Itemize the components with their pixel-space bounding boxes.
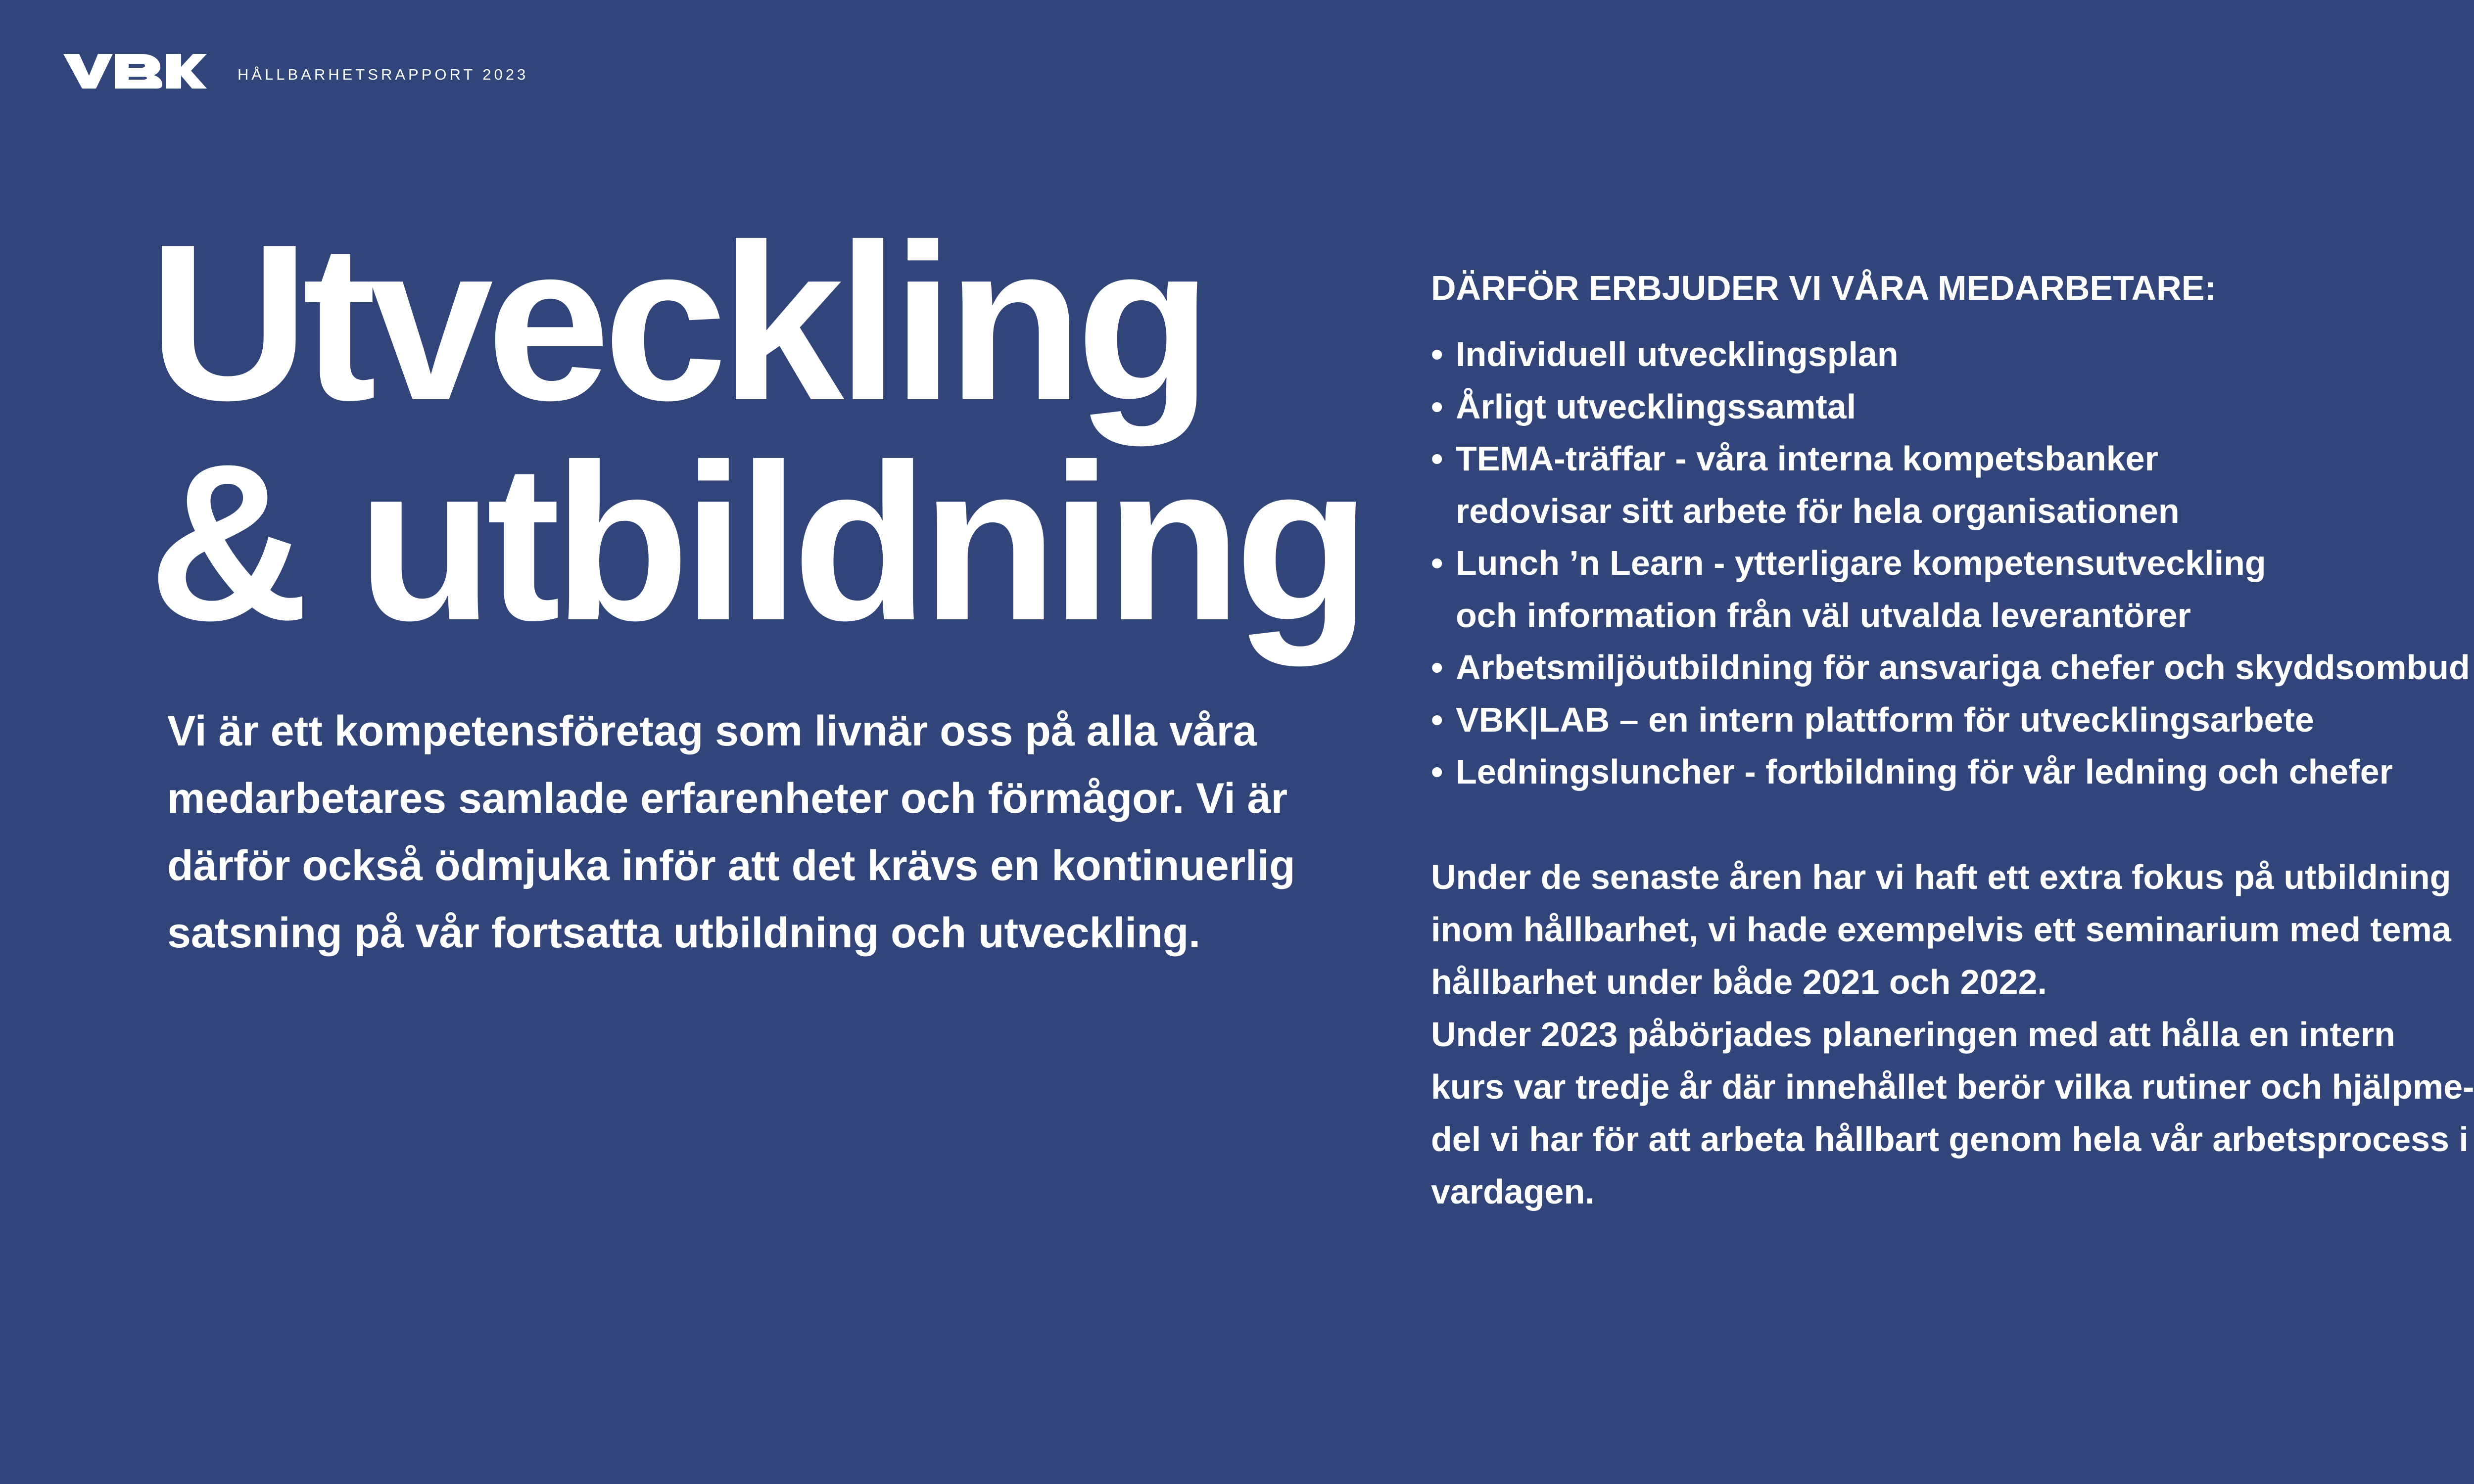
list-item-text: TEMA-träffar - våra interna kompetsbanker redovisar sitt arbete för hela organisationen bbox=[1456, 439, 2180, 530]
offer-heading: DÄRFÖR ERBJUDER VI VÅRA MEDARBETARE: bbox=[1431, 269, 2216, 307]
list-item bbox=[1431, 537, 2474, 642]
list-item bbox=[1431, 433, 2474, 537]
bullet-icon: • bbox=[1431, 700, 1443, 739]
offer-section bbox=[1431, 262, 2474, 1218]
bullet-icon: • bbox=[1431, 752, 1443, 791]
bullet-icon: • bbox=[1431, 387, 1443, 426]
offer-list bbox=[1431, 328, 2474, 798]
headline-line-1: Utveckling bbox=[148, 198, 1205, 447]
bullet-icon: • bbox=[1431, 544, 1443, 582]
list-item-text: Årligt utvecklingssamtal bbox=[1456, 387, 1856, 426]
list-item bbox=[1431, 642, 2474, 694]
bullet-icon: • bbox=[1431, 335, 1443, 373]
report-title: HÅLLBARHETSRAPPORT 2023 bbox=[238, 66, 529, 83]
list-item bbox=[1431, 328, 2474, 381]
list-item-text: Arbetsmiljöutbildning för ansvariga chefer och skyddsombud bbox=[1456, 648, 2470, 687]
list-item-text: VBK|LAB – en intern plattform för utvecklingsarbete bbox=[1456, 700, 2314, 739]
vbk-logo bbox=[63, 52, 207, 91]
list-item-text: Ledningsluncher - fortbildning för vår ledning och chefer bbox=[1456, 752, 2393, 791]
list-item-text: Lunch ’n Learn - ytterligare kompetensutveckling och information från väl utvalda leverantörer bbox=[1456, 544, 2266, 635]
sustainability-paragraph-2: Under 2023 påbörjades planeringen med att hålla en intern kurs var tredje år där innehållet berör vilka rutiner och hjälpme- del vi har för att arbeta hållbart genom hela vår arbetsprocess i vardagen. bbox=[1431, 1015, 2474, 1211]
list-item-text: Individuell utvecklingsplan bbox=[1456, 335, 1899, 373]
page-headline bbox=[148, 198, 1364, 667]
list-item bbox=[1431, 694, 2474, 746]
intro-paragraph: Vi är ett kompetensföretag som livnär oss på alla våra medarbetares samlade erfarenheter och förmågor. Vi är därför också ödmjuka inför att det krävs en kontinuerlig satsning på vår fortsatta utbildning och utveckling. bbox=[167, 707, 1295, 957]
list-item bbox=[1431, 746, 2474, 798]
headline-line-2: & utbildning bbox=[148, 418, 1364, 667]
list-item bbox=[1431, 381, 2474, 433]
report-header bbox=[63, 51, 528, 91]
sustainability-paragraph-1: Under de senaste åren har vi haft ett extra fokus på utbildning inom hållbarhet, vi hade exempelvis ett seminarium med tema hållbarhet under både 2021 och 2022. bbox=[1431, 857, 2451, 1001]
bullet-icon: • bbox=[1431, 439, 1443, 478]
bullet-icon: • bbox=[1431, 648, 1443, 687]
